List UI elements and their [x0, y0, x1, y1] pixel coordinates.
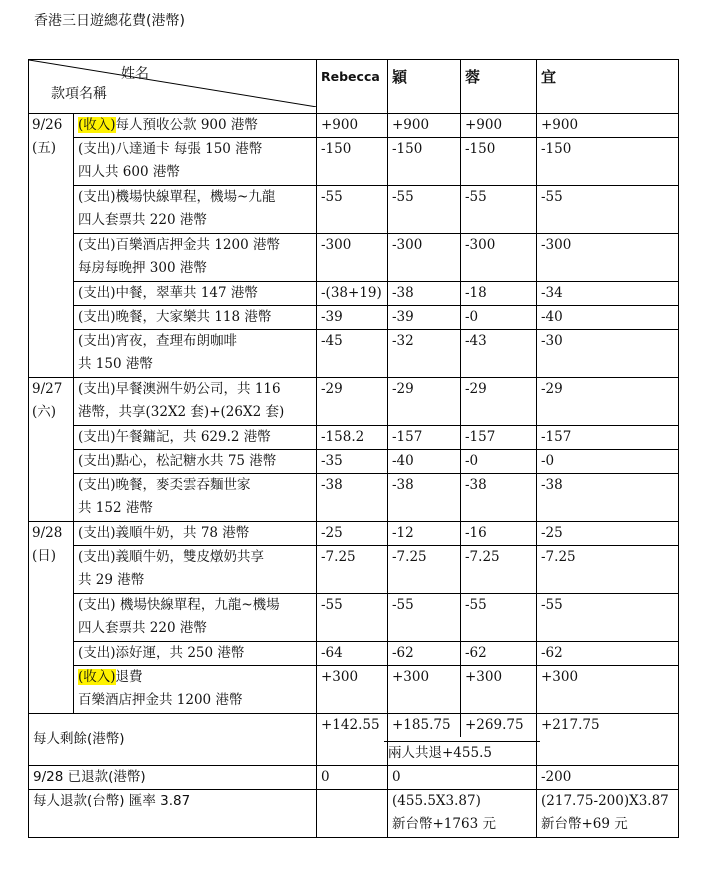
item-text: 四人套票共 220 港幣 — [78, 620, 207, 636]
amount-cell: -45 — [317, 330, 388, 378]
expense-tag: (支出) — [78, 549, 116, 565]
amount-cell: -25 — [537, 522, 679, 546]
item-text: 每人預收公款 900 港幣 — [115, 117, 258, 133]
item-header: 款項名稱 — [51, 86, 107, 102]
amount-cell: -38 — [537, 474, 679, 522]
item-text: 八達通卡 每張 150 港幣 — [115, 141, 263, 157]
twd-amount: 新台幣+69 元 — [541, 816, 628, 832]
table-row — [29, 546, 679, 594]
item-line — [78, 546, 312, 569]
table-row — [29, 642, 679, 666]
amount-cell: -38 — [461, 474, 537, 522]
amount-cell: -29 — [461, 378, 537, 426]
amount-cell: -38 — [388, 282, 461, 306]
expense-tag: (支出) — [78, 237, 116, 253]
amount-cell: -300 — [461, 234, 537, 282]
item-cell — [74, 546, 317, 594]
date-cell — [29, 114, 74, 378]
document-title: 香港三日遊總花費(港幣) — [34, 13, 185, 29]
item-cell — [74, 642, 317, 666]
item-line — [78, 330, 312, 353]
amount-cell: -55 — [461, 186, 537, 234]
item-line — [78, 138, 312, 161]
amount-cell: -0 — [461, 450, 537, 474]
amount-cell: +900 — [388, 114, 461, 138]
table-row — [29, 330, 679, 378]
table-row — [29, 666, 679, 714]
amount-cell: +300 — [537, 666, 679, 714]
item-line — [78, 234, 312, 257]
item-cell — [74, 378, 317, 426]
amount-cell: -29 — [537, 378, 679, 426]
item-line — [78, 209, 312, 232]
amount-cell: -55 — [537, 594, 679, 642]
amount-cell: -150 — [388, 138, 461, 186]
item-cell — [74, 234, 317, 282]
item-text: 四人套票共 220 港幣 — [78, 212, 207, 228]
amount-cell: +900 — [537, 114, 679, 138]
amount-cell: -0 — [537, 450, 679, 474]
amount-cell: -55 — [461, 594, 537, 642]
expense-table — [28, 59, 679, 838]
item-text: 百樂酒店押金共 1200 港幣 — [115, 237, 280, 253]
amount-cell: -(38+19) — [317, 282, 388, 306]
amount-cell: -7.25 — [317, 546, 388, 594]
amount-cell: -43 — [461, 330, 537, 378]
item-line — [78, 522, 312, 545]
table-row — [29, 474, 679, 522]
item-line — [78, 642, 312, 665]
header-row — [29, 60, 679, 114]
item-line — [78, 617, 312, 640]
refunded-row — [29, 766, 679, 790]
twd-refund-ying-rong — [388, 790, 537, 838]
amount-cell: +900 — [461, 114, 537, 138]
amount-cell: -55 — [317, 594, 388, 642]
item-line — [78, 257, 312, 280]
item-text: 晚餐，大家樂共 118 港幣 — [115, 309, 272, 325]
remaining-yi: +217.75 — [537, 714, 679, 766]
remaining-rebecca: +142.55 — [317, 714, 388, 766]
table-row — [29, 594, 679, 642]
expense-tag: (支出) — [78, 141, 116, 157]
amount-cell: -300 — [537, 234, 679, 282]
item-text: 共 150 港幣 — [78, 356, 153, 372]
date-cell — [29, 378, 74, 522]
item-line — [78, 450, 312, 473]
item-text: 午餐鏞記，共 629.2 港幣 — [115, 429, 271, 445]
table-row — [29, 138, 679, 186]
income-tag: (收入) — [78, 669, 116, 685]
item-cell — [74, 114, 317, 138]
item-cell — [74, 282, 317, 306]
expense-tag: (支出) — [78, 429, 116, 445]
amount-cell: -7.25 — [461, 546, 537, 594]
date-label: 9/26 — [32, 117, 63, 133]
remaining-rong: +269.75 — [465, 717, 524, 733]
item-text: 早餐澳洲牛奶公司，共 116 — [115, 381, 281, 397]
diagonal-header-cell — [29, 60, 317, 114]
expense-tag: (支出) — [78, 189, 116, 205]
item-cell — [74, 666, 317, 714]
amount-cell: -150 — [317, 138, 388, 186]
amount-cell: -38 — [388, 474, 461, 522]
item-cell — [74, 186, 317, 234]
expense-tag: (支出) — [78, 381, 116, 397]
item-line — [78, 161, 312, 184]
amount-cell: -55 — [537, 186, 679, 234]
item-text: 百樂酒店押金共 1200 港幣 — [78, 692, 243, 708]
amount-cell: -300 — [388, 234, 461, 282]
item-cell — [74, 522, 317, 546]
amount-cell: -300 — [317, 234, 388, 282]
amount-cell: -12 — [388, 522, 461, 546]
name-header: 姓名 — [121, 66, 149, 82]
expense-tag: (支出) — [78, 453, 116, 469]
amount-cell: -150 — [461, 138, 537, 186]
amount-cell: -157 — [461, 426, 537, 450]
item-cell — [74, 138, 317, 186]
amount-cell: -40 — [388, 450, 461, 474]
remaining-row — [29, 714, 679, 766]
item-line — [78, 569, 312, 592]
expense-tag: (支出) — [78, 477, 116, 493]
table-row — [29, 378, 679, 426]
twd-refund-row — [29, 790, 679, 838]
weekday-label: (六) — [32, 404, 57, 420]
weekday-label: (五) — [32, 140, 57, 156]
amount-cell: -55 — [388, 186, 461, 234]
item-line — [78, 401, 312, 424]
amount-cell: -55 — [388, 594, 461, 642]
amount-cell: -29 — [388, 378, 461, 426]
amount-cell: -55 — [317, 186, 388, 234]
person-header-yi: 宜 — [537, 60, 679, 114]
amount-cell: +300 — [461, 666, 537, 714]
remaining-ying-rong — [388, 714, 537, 766]
item-text: 共 152 港幣 — [78, 500, 153, 516]
item-cell — [74, 594, 317, 642]
item-line — [78, 497, 312, 520]
table-row — [29, 306, 679, 330]
twd-refund-rebecca — [317, 790, 388, 838]
amount-cell: -16 — [461, 522, 537, 546]
amount-cell: -64 — [317, 642, 388, 666]
table-row — [29, 426, 679, 450]
remaining-pair — [388, 714, 536, 737]
refunded-label: 9/28 已退款(港幣) — [29, 766, 317, 790]
amount-cell: +300 — [388, 666, 461, 714]
weekday-label: (日) — [32, 548, 57, 564]
refunded-yi: -200 — [537, 766, 679, 790]
item-text: 機場快線單程，九龍~機場 — [119, 597, 280, 613]
twd-formula: (217.75-200)X3.87 — [541, 793, 669, 809]
expense-tag: (支出) — [78, 285, 116, 301]
date-cell — [29, 522, 74, 714]
item-cell — [74, 426, 317, 450]
amount-cell: -39 — [388, 306, 461, 330]
date-label: 9/28 — [32, 525, 63, 541]
twd-refund-yi — [537, 790, 679, 838]
income-tag: (收入) — [78, 117, 116, 133]
refunded-ying-rong: 0 — [388, 766, 537, 790]
item-text: 點心，松記糖水共 75 港幣 — [115, 453, 277, 469]
item-line — [78, 666, 312, 689]
item-text: 港幣，共享(32X2 套)+(26X2 套) — [78, 404, 285, 420]
item-cell — [74, 450, 317, 474]
item-line — [78, 186, 312, 209]
expense-tag: (支出) — [78, 645, 116, 661]
item-text: 義順牛奶，共 78 港幣 — [115, 525, 250, 541]
remaining-label: 每人剩餘(港幣) — [29, 714, 317, 766]
amount-cell: -18 — [461, 282, 537, 306]
item-text: 中餐，翠華共 147 港幣 — [115, 285, 258, 301]
item-text: 機場快線單程，機場~九龍 — [115, 189, 276, 205]
expense-tag: (支出) — [78, 309, 116, 325]
expense-tag: (支出) — [78, 597, 120, 613]
item-text: 每房每晚押 300 港幣 — [78, 260, 207, 276]
item-cell — [74, 306, 317, 330]
amount-cell: +900 — [317, 114, 388, 138]
item-text: 義順牛奶，雙皮燉奶共享 — [115, 549, 265, 565]
item-text: 添好運，共 250 港幣 — [115, 645, 245, 661]
amount-cell: -62 — [388, 642, 461, 666]
amount-cell: -150 — [537, 138, 679, 186]
item-line — [78, 689, 312, 712]
amount-cell: -62 — [537, 642, 679, 666]
item-line — [78, 378, 312, 401]
item-text: 宵夜，查理布朗咖啡 — [115, 333, 238, 349]
amount-cell: -158.2 — [317, 426, 388, 450]
table-row — [29, 450, 679, 474]
item-line — [78, 474, 312, 497]
item-cell — [74, 474, 317, 522]
expense-tag: (支出) — [78, 333, 116, 349]
amount-cell: -29 — [317, 378, 388, 426]
date-label: 9/27 — [32, 381, 63, 397]
item-text: 四人共 600 港幣 — [78, 164, 180, 180]
person-header-ying: 穎 — [388, 60, 461, 114]
item-line — [78, 282, 312, 305]
amount-cell: -34 — [537, 282, 679, 306]
amount-cell: -39 — [317, 306, 388, 330]
person-header-rong: 蓉 — [461, 60, 537, 114]
table-row — [29, 114, 679, 138]
amount-cell: -35 — [317, 450, 388, 474]
amount-cell: -40 — [537, 306, 679, 330]
item-line — [78, 353, 312, 376]
amount-cell: -0 — [461, 306, 537, 330]
amount-cell: -7.25 — [388, 546, 461, 594]
item-cell — [74, 330, 317, 378]
item-line — [78, 594, 312, 617]
item-line — [78, 114, 312, 137]
remaining-ying: +185.75 — [388, 714, 461, 737]
twd-formula: (455.5X3.87) — [392, 793, 481, 809]
amount-cell: -62 — [461, 642, 537, 666]
amount-cell: -157 — [388, 426, 461, 450]
refunded-rebecca: 0 — [317, 766, 388, 790]
twd-refund-label: 每人退款(台幣) 匯率 3.87 — [29, 790, 317, 838]
amount-cell: +300 — [317, 666, 388, 714]
joint-refund-note: 兩人共退+455.5 — [384, 741, 540, 765]
item-line — [78, 426, 312, 449]
item-text: 退費 — [115, 669, 143, 685]
item-line — [78, 306, 312, 329]
table-row — [29, 234, 679, 282]
item-text: 共 29 港幣 — [78, 572, 145, 588]
person-header-rebecca: Rebecca — [317, 60, 388, 114]
item-text: 晚餐，麥奀雲吞麵世家 — [115, 477, 251, 493]
twd-amount: 新台幣+1763 元 — [392, 816, 496, 832]
amount-cell: -30 — [537, 330, 679, 378]
table-row — [29, 282, 679, 306]
amount-cell: -38 — [317, 474, 388, 522]
amount-cell: -7.25 — [537, 546, 679, 594]
amount-cell: -32 — [388, 330, 461, 378]
expense-tag: (支出) — [78, 525, 116, 541]
table-row — [29, 522, 679, 546]
amount-cell: -25 — [317, 522, 388, 546]
table-row — [29, 186, 679, 234]
amount-cell: -157 — [537, 426, 679, 450]
